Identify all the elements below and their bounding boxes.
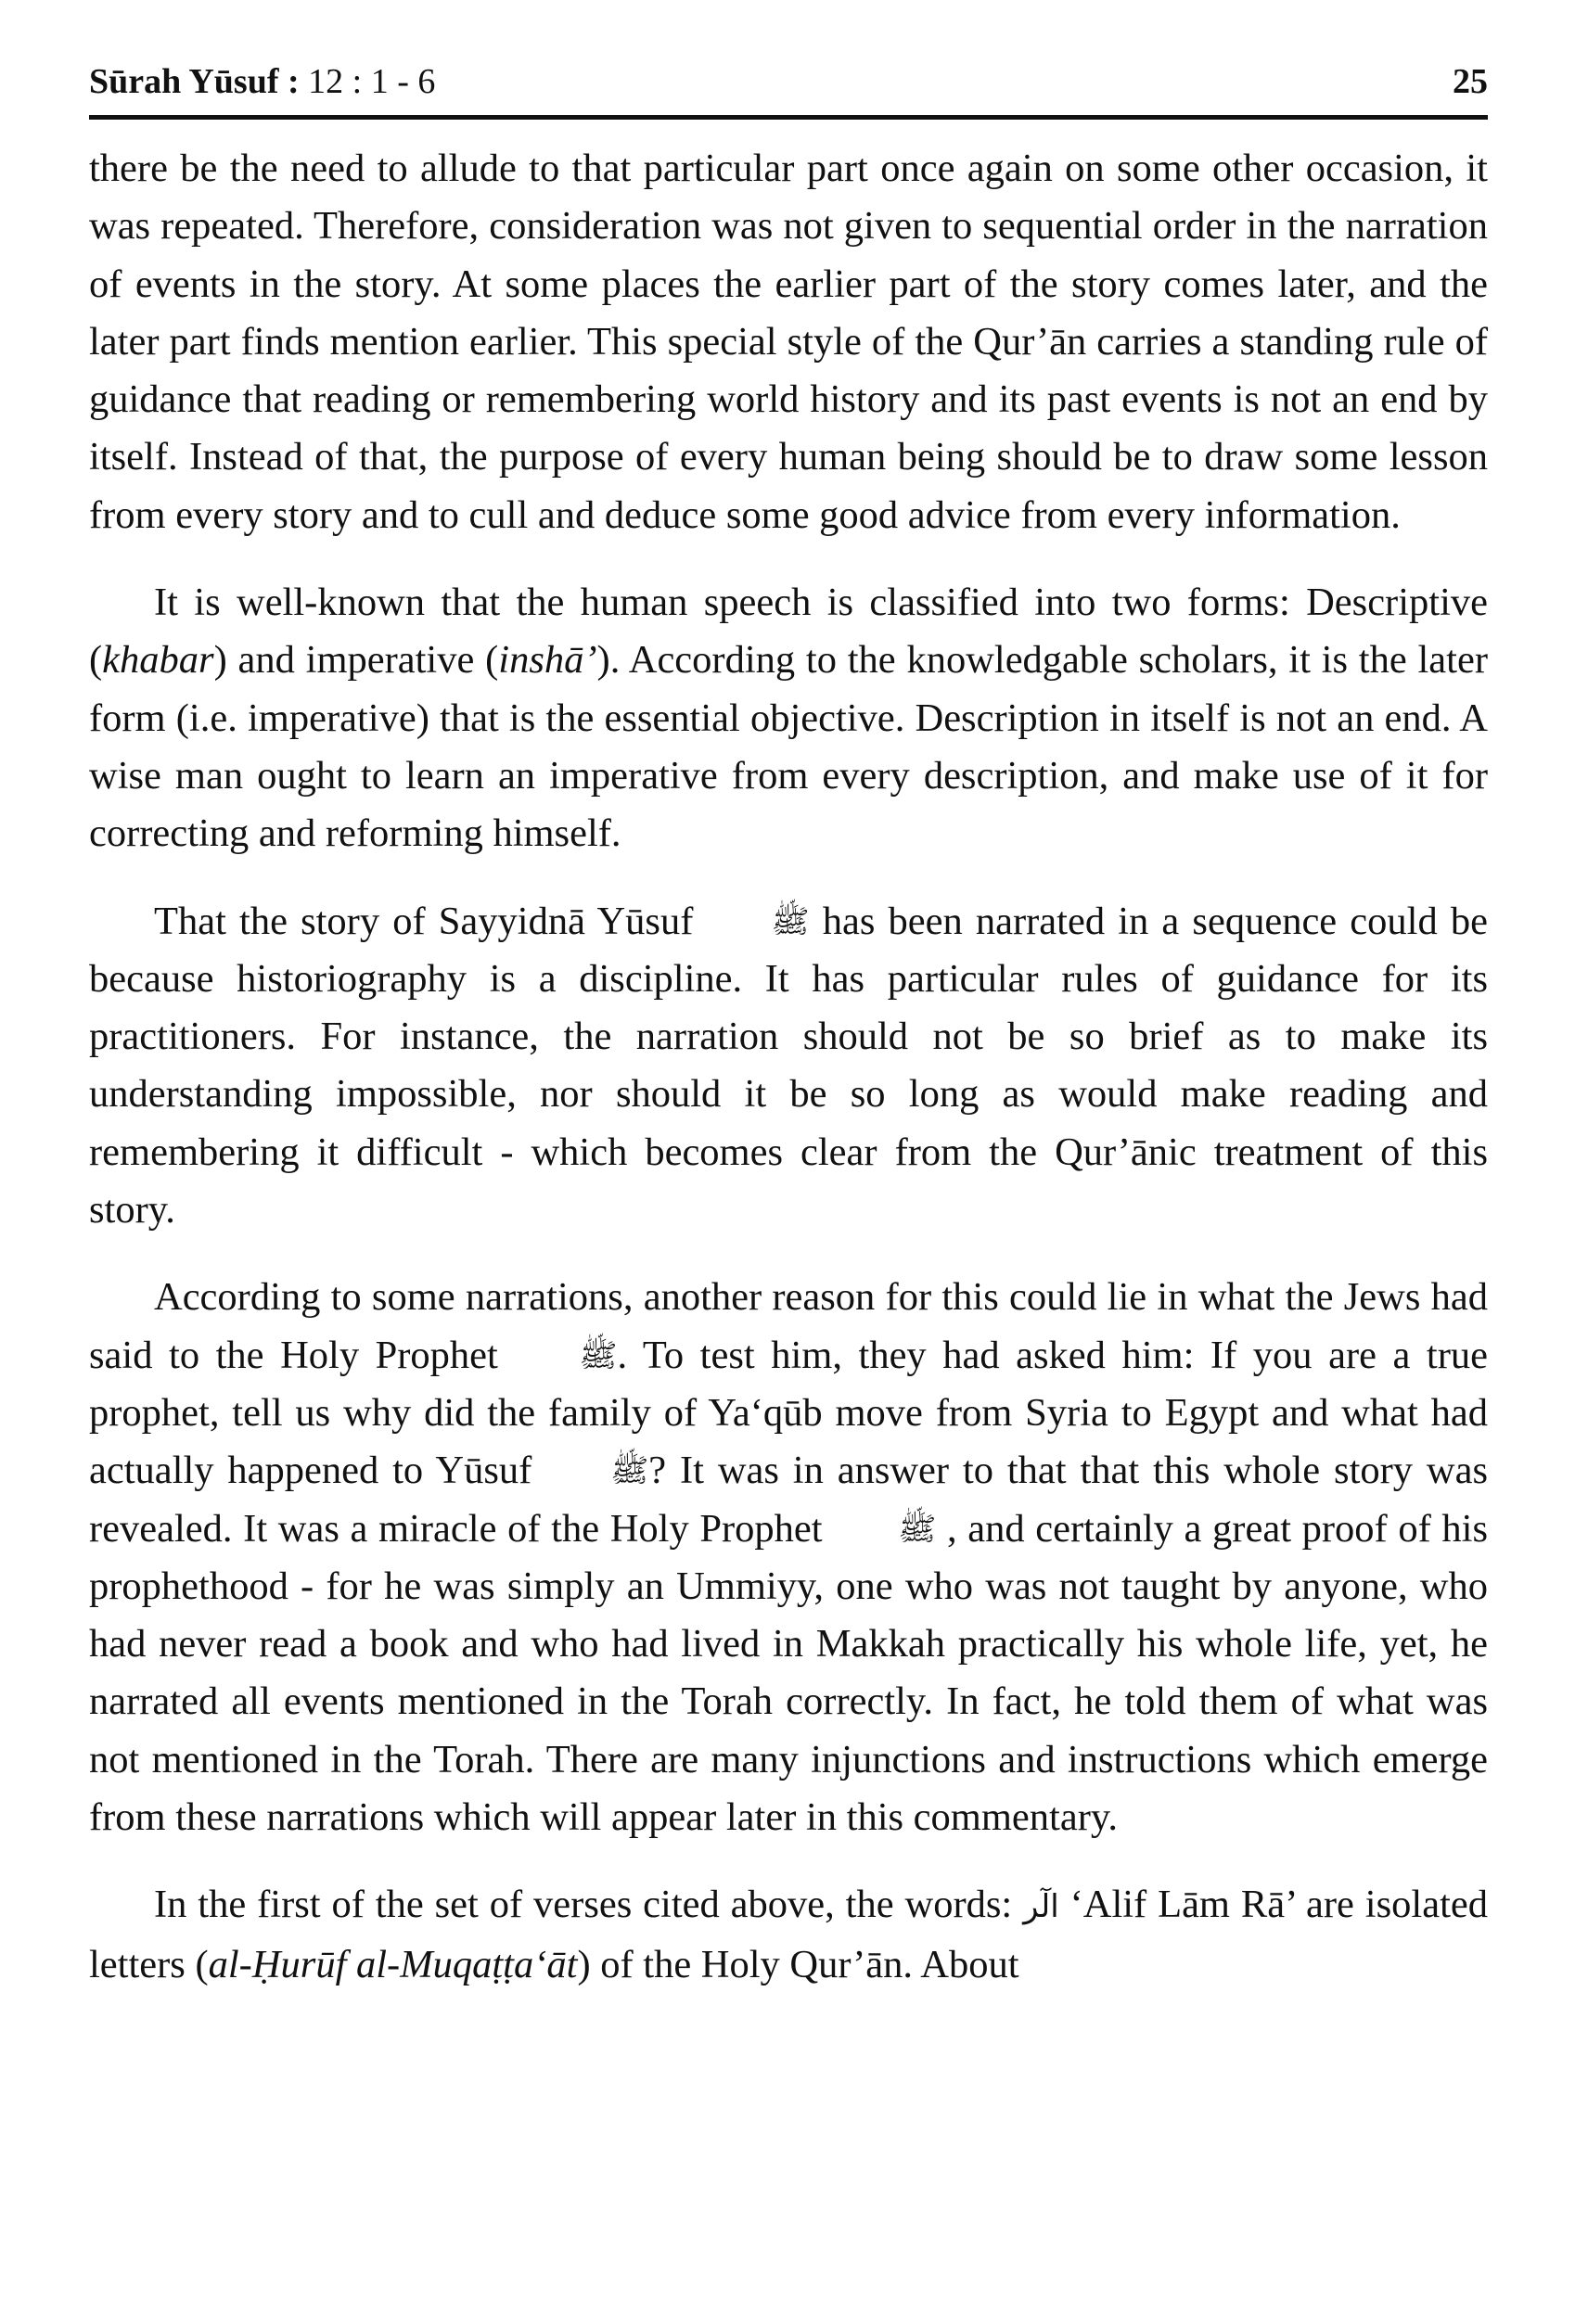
body-text — [89, 140, 1488, 1994]
paragraph-5-text: ) of the Holy Qur’ān. About — [577, 1942, 1019, 1986]
paragraph-4-text: According to some narrations, another reason for this could lie in what the Jews had said to the Holy Prophet — [89, 1275, 1488, 1377]
term-huruf-muqattaat: al-Ḥurūf al-Muqaṭṭa‘āt — [208, 1942, 578, 1986]
surah-name: Sūrah Yūsuf : — [89, 62, 300, 101]
paragraph-1-text: there be the need to allude to that particular part once again on some other occasion, it was repeated. Therefore, consideration was not given to sequential order in the narration of events in the story. At some places the earlier part of the story comes later, and the later part finds mention earlier. This special style of the Qur’ān carries a standing rule of guidance that reading or remembering world history and its past events is not an end by itself. Instead of that, the purpose of every human being should be to draw some lesson from every story and to cull and deduce some good advice from every information. — [89, 147, 1488, 537]
term-insha: inshā’ — [498, 638, 597, 683]
paragraph-4-text: ? It was in answer to that that this whole story was revealed. It was a miracle of the Holy Prophet — [89, 1449, 1488, 1551]
arabic-letters: الٓر — [1023, 1888, 1059, 1926]
header-rule — [89, 115, 1488, 120]
honorific-symbol: ﷺ — [771, 902, 810, 940]
paragraph-5-text: ‘Alif Lām Rā’ are isolated letters ( — [89, 1883, 1488, 1986]
honorific-symbol: ﷺ — [898, 1510, 937, 1548]
paragraph-3-text: has been narrated in a sequence could be because historiography is a discipline. It has particular rules of guidance for its practitioners. For instance, the narration should not be so brief as to make its understanding impossible, nor should it be so long as would make reading and remembering it difficult - which becomes clear from the Qur’ānic treatment of this story. — [89, 899, 1488, 1232]
paragraph-2 — [89, 574, 1488, 862]
paragraph-4 — [89, 1269, 1488, 1846]
paragraph-4-text: , and certainly a great proof of his prophethood - for he was simply an Ummiyy, one who was not taught by anyone, who had never read a book and who had lived in Makkah practically his whole life, yet, he narrated all events mentioned in the Torah correctly. In fact, he told them of what was not mentioned in the Torah. There are many injunctions and instructions which emerge from these narrations which will appear later in this commentary. — [89, 1506, 1488, 1840]
paragraph-3-text: That the story of Sayyidnā Yūsuf — [154, 899, 707, 943]
running-head — [89, 56, 1488, 115]
page-number: 25 — [1453, 62, 1488, 101]
paragraph-1 — [89, 140, 1488, 544]
paragraph-5-text: In the first of the set of verses cited above, the words: — [154, 1883, 1024, 1927]
paragraph-2-text: ) and imperative ( — [213, 638, 499, 683]
paragraph-5 — [89, 1876, 1488, 1994]
paragraph-2-text: ). According to the knowledgable scholars, it is the later form (i.e. imperative) that is the essential objective. Description in itself is not an end. A wise man ought to learn an imperative from every description, and make use of it for correcting and reforming himself. — [89, 638, 1488, 856]
paragraph-2-text: It is well-known that the human speech is classified into two forms: Descriptive ( — [89, 581, 1488, 683]
paragraph-4-text: . To test him, they had asked him: If you are a true prophet, tell us why did the family of Ya‘qūb move from Syria to Egypt and what had actually happened to Yūsuf — [89, 1333, 1488, 1493]
surah-title — [89, 61, 435, 102]
verse-reference: 12 : 1 - 6 — [299, 62, 436, 101]
book-page — [89, 56, 1488, 2024]
paragraph-3 — [89, 893, 1488, 1240]
honorific-symbol: ﷺ — [610, 1452, 649, 1490]
honorific-symbol: ﷺ — [579, 1336, 618, 1374]
term-khabar: khabar — [102, 638, 214, 683]
